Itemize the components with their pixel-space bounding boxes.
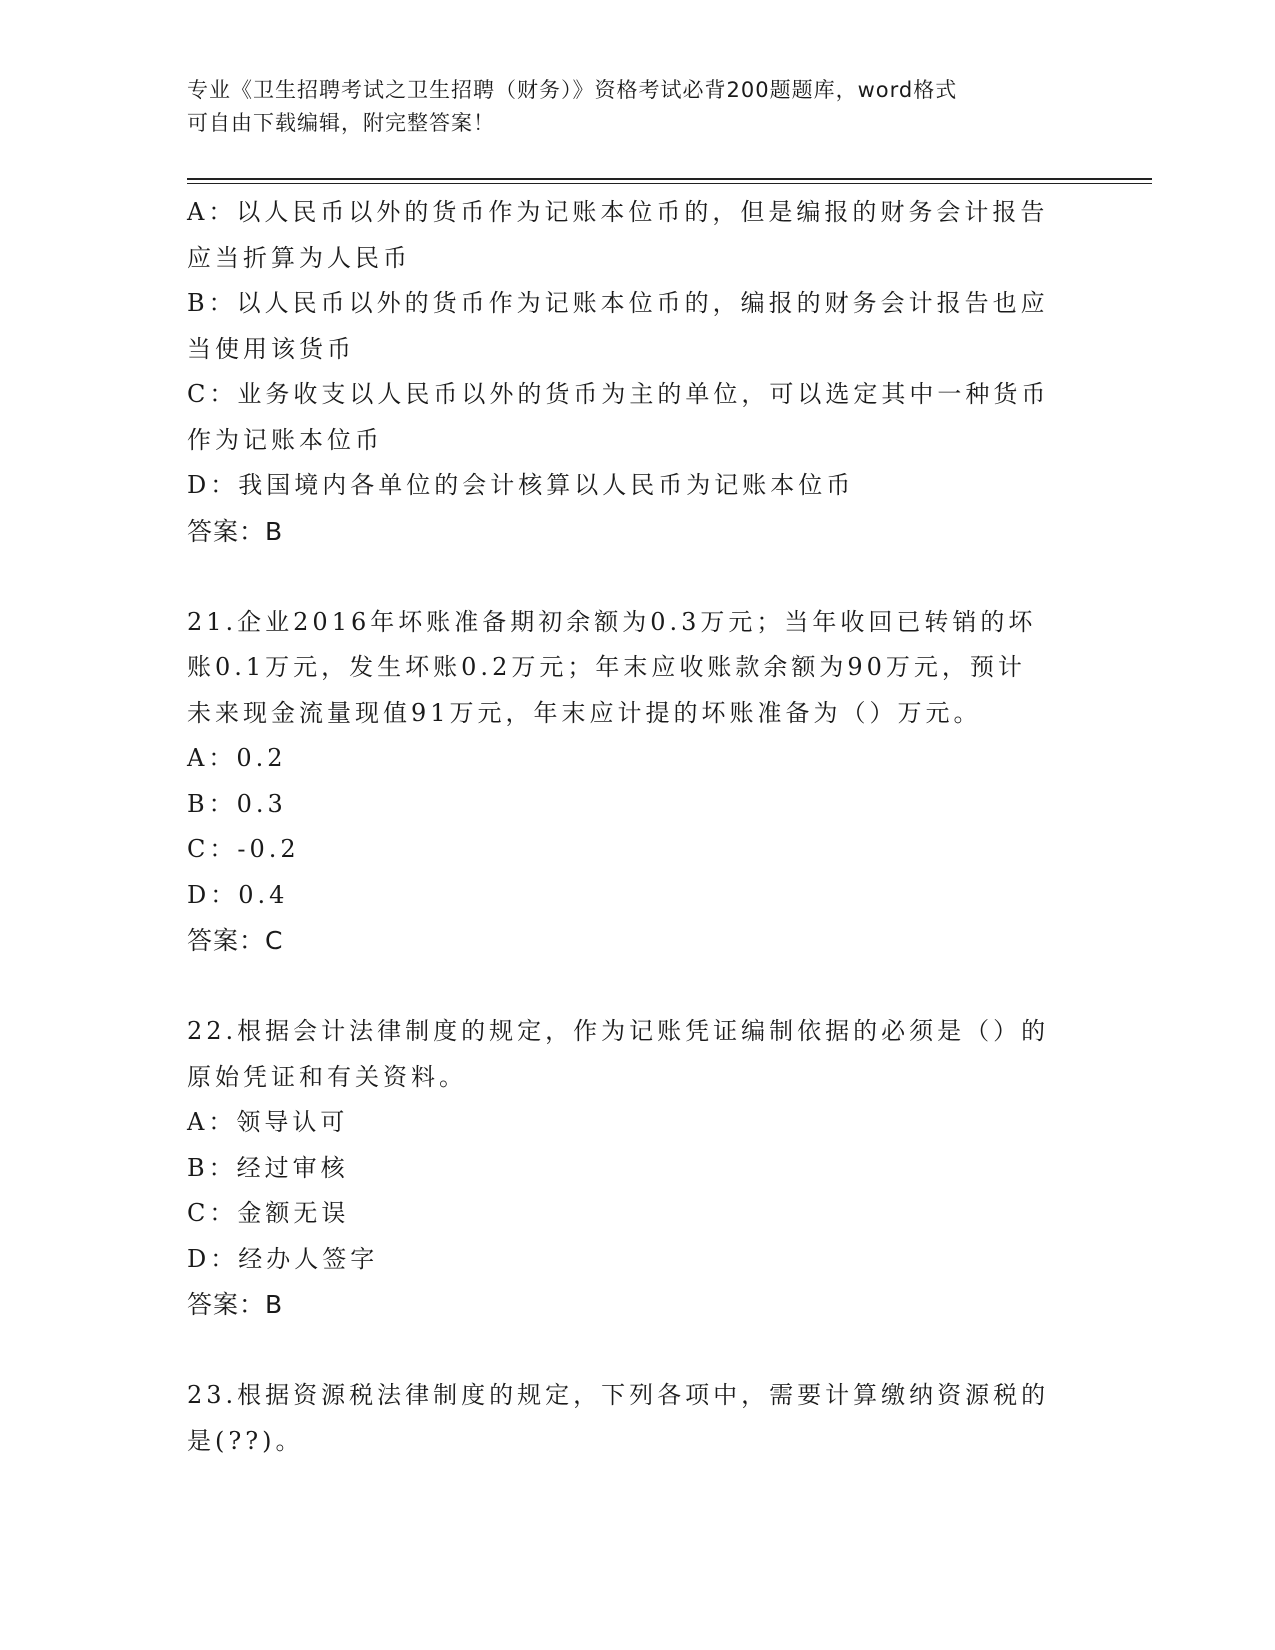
question-stem-line-3: 未来现金流量现值91万元，年末应计提的坏账准备为（）万元。 [187, 698, 982, 727]
option-c: C：金额无误 [187, 1199, 350, 1227]
option-d: D：经办人签字 [187, 1244, 379, 1273]
question-22 [187, 1009, 1087, 1328]
header-line-1: 专业《卫生招聘考试之卫生招聘（财务）》资格考试必背200题题库，word格式 [187, 78, 958, 102]
option-b-line-1: B：以人民币以外的货币作为记账本位币的，编报的财务会计报告也应 [187, 289, 1049, 317]
question-content [187, 190, 1087, 1464]
answer-label: 答案：B [187, 1290, 284, 1319]
spacer [187, 1328, 1087, 1374]
option-c-line-2: 作为记账本位币 [187, 425, 383, 454]
question-stem-line-2: 是(??)。 [187, 1426, 304, 1455]
option-a: A：领导认可 [187, 1108, 349, 1136]
header-rule-thick [187, 178, 1152, 180]
option-d: D：0.4 [187, 880, 289, 909]
option-b: B：经过审核 [187, 1153, 349, 1182]
header-line-2: 可自由下载编辑，附完整答案！ [187, 111, 495, 135]
document-header [187, 74, 1067, 140]
option-b: B：0.3 [187, 789, 287, 818]
answer-label: 答案：B [187, 516, 284, 546]
question-20-options [187, 190, 1087, 554]
question-stem-line-2: 原始凭证和有关资料。 [187, 1062, 467, 1091]
option-c: C：-0.2 [187, 835, 300, 863]
option-b-line-2: 当使用该货币 [187, 334, 355, 363]
option-d: D：我国境内各单位的会计核算以人民币为记账本位币 [187, 471, 855, 499]
question-21 [187, 600, 1087, 964]
question-23 [187, 1373, 1087, 1464]
spacer [187, 554, 1087, 600]
question-stem-line-1: 21.企业2016年坏账准备期初余额为0.3万元；当年收回已转销的坏 [187, 607, 1037, 636]
option-c-line-1: C：业务收支以人民币以外的货币为主的单位，可以选定其中一种货币 [187, 380, 1050, 408]
question-stem-line-1: 23.根据资源税法律制度的规定，下列各项中，需要计算缴纳资源税的 [187, 1381, 1050, 1409]
option-a: A：0.2 [187, 744, 287, 772]
header-rule-thin [187, 183, 1152, 184]
option-a-line-2: 应当折算为人民币 [187, 243, 411, 272]
option-a-line-1: A：以人民币以外的货币作为记账本位币的，但是编报的财务会计报告 [187, 198, 1049, 226]
spacer [187, 964, 1087, 1010]
question-stem-line-1: 22.根据会计法律制度的规定，作为记账凭证编制依据的必须是（）的 [187, 1017, 1050, 1045]
question-stem-line-2: 账0.1万元，发生坏账0.2万元；年末应收账款余额为90万元，预计 [187, 653, 1026, 681]
answer-label: 答案：C [187, 926, 284, 955]
